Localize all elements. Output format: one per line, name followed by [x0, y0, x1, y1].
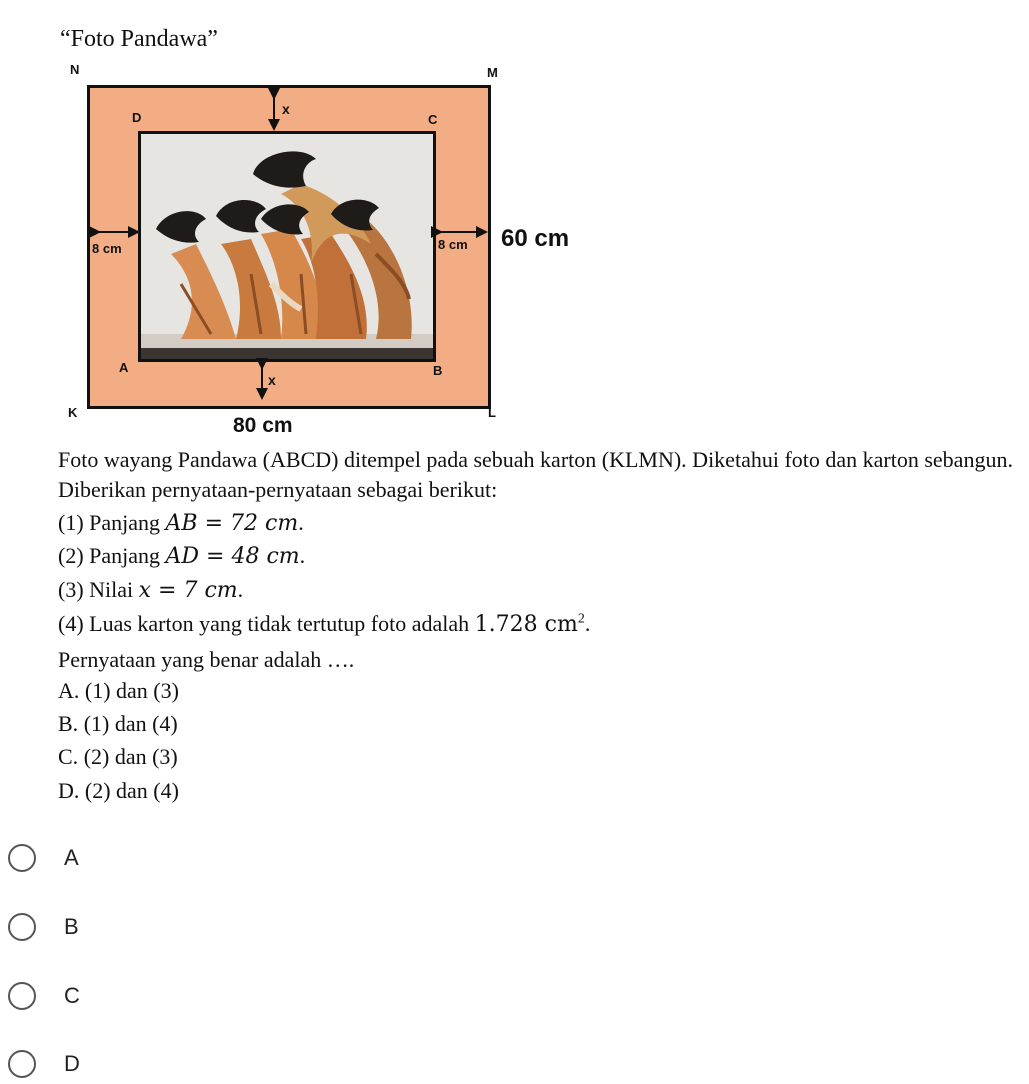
- choice-a-text: (1) dan (3): [84, 678, 179, 703]
- choice-a-letter: A.: [58, 678, 80, 703]
- radio-button-b[interactable]: [8, 913, 36, 941]
- choice-c: [58, 744, 178, 770]
- statement-1: [58, 510, 304, 536]
- corner-label-c: C: [428, 112, 438, 127]
- statement-1-prefix: (1) Panjang: [58, 510, 166, 535]
- corner-label-l: L: [488, 405, 496, 420]
- dim-bottom-x: x: [268, 372, 276, 388]
- answer-option-d[interactable]: [8, 1044, 80, 1084]
- corner-label-m: M: [487, 65, 498, 80]
- corner-label-b: B: [433, 363, 443, 378]
- choice-b: [58, 711, 178, 737]
- statement-2-math: AD = 48 cm: [165, 544, 300, 569]
- answer-option-c-label[interactable]: C: [64, 983, 80, 1008]
- choice-c-text: (2) dan (3): [83, 744, 178, 769]
- statement-4-math: 1.728 cm: [474, 612, 578, 637]
- answer-option-c[interactable]: [8, 976, 80, 1016]
- statement-1-math: AB = 72 cm: [165, 511, 299, 536]
- statement-1-suffix: .: [298, 510, 304, 535]
- corner-label-k: K: [68, 405, 78, 420]
- statement-4-sup: 2: [577, 611, 585, 627]
- answer-option-b[interactable]: [8, 907, 79, 947]
- answer-option-a-label[interactable]: A: [64, 845, 79, 870]
- choice-a: [58, 678, 179, 704]
- statement-3-math: x = 7 cm: [138, 578, 238, 603]
- corner-label-a: A: [119, 360, 129, 375]
- statement-3: [58, 577, 243, 603]
- choice-b-letter: B.: [58, 711, 79, 736]
- radio-button-d[interactable]: [8, 1050, 36, 1078]
- corner-label-d: D: [132, 110, 142, 125]
- statement-3-prefix: (3) Nilai: [58, 577, 139, 602]
- statement-2-suffix: .: [299, 543, 306, 568]
- statement-2-prefix: (2) Panjang: [58, 543, 166, 568]
- question-prompt: Pernyataan yang benar adalah ….: [58, 647, 355, 672]
- choice-c-letter: C.: [58, 744, 79, 769]
- dim-right-8cm: 8 cm: [438, 237, 468, 252]
- problem-description: Foto wayang Pandawa (ABCD) ditempel pada sebuah karton (KLMN). Diketahui foto dan karton sebangun. Diberikan pernyataan-pernyataan sebagai berikut:: [58, 447, 1013, 502]
- statement-4-prefix: (4) Luas karton yang tidak tertutup foto adalah: [58, 611, 475, 636]
- radio-button-a[interactable]: [8, 844, 36, 872]
- dim-top-x: x: [282, 101, 290, 117]
- statement-4-suffix: .: [584, 611, 591, 636]
- radio-button-c[interactable]: [8, 982, 36, 1010]
- dim-left-8cm: 8 cm: [92, 241, 122, 256]
- answer-option-d-label[interactable]: D: [64, 1051, 80, 1076]
- answer-option-a[interactable]: [8, 838, 79, 878]
- answer-option-b-label[interactable]: B: [64, 914, 79, 939]
- question-title: “Foto Pandawa”: [60, 26, 218, 52]
- statement-2: [58, 543, 305, 569]
- choice-d-text: (2) dan (4): [84, 778, 179, 803]
- dimension-arrows: [0, 0, 600, 440]
- choice-b-text: (1) dan (4): [83, 711, 178, 736]
- height-label: 60 cm: [501, 225, 570, 252]
- choice-d: [58, 778, 179, 804]
- statement-4: [58, 611, 590, 637]
- width-label: 80 cm: [233, 414, 293, 437]
- choice-d-letter: D.: [58, 778, 80, 803]
- statement-3-suffix: .: [237, 577, 244, 602]
- corner-label-n: N: [70, 62, 80, 77]
